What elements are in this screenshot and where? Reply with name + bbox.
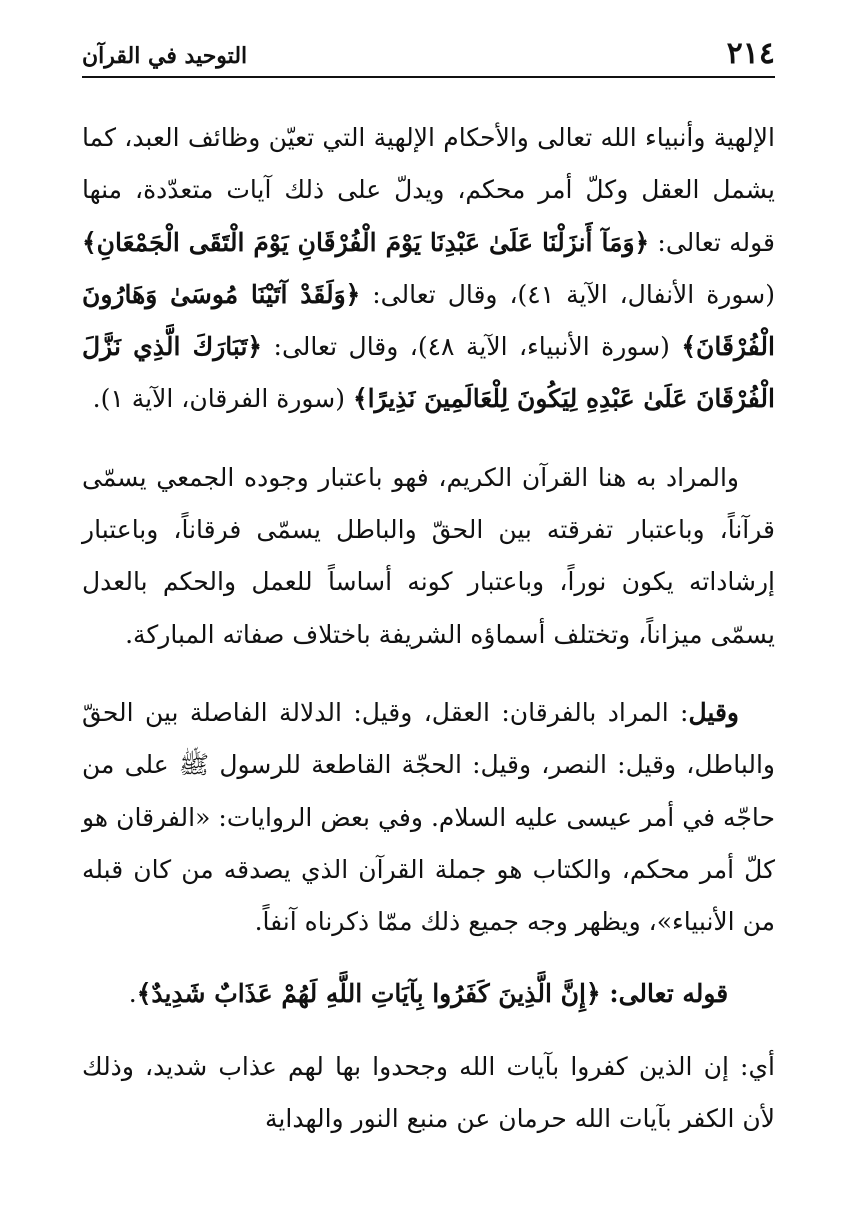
running-header xyxy=(82,34,775,78)
quran-verse-anbiya: ﴿وَلَقَدْ آتَيْنَا مُوسَىٰ وَهَارُونَ الْفُرْقَانَ﴾ xyxy=(82,279,775,362)
body-text xyxy=(82,112,775,1145)
paragraph-2: والمراد به هنا القرآن الكريم، فهو باعتبار وجوده الجمعي يسمّى قرآناً، وباعتبار تفرقته بين الحقّ والباطل يسمّى فرقاناً، وباعتبار إرشاداته يكون نوراً، وباعتبار كونه أساساً للعمل والحكم بالعدل يسمّى ميزاناً، وتختلف أسماؤه الشريفة باختلاف صفاته المباركة. xyxy=(82,462,775,649)
header-title: التوحيد في القرآن xyxy=(82,43,248,69)
paragraph-1-text-a: الإلهية وأنبياء الله تعالى والأحكام الإلهية التي تعيّن وظائف العبد، كما يشمل العقل وكلّ أمر محكم، ويدلّ على ذلك آيات متعدّدة، منها قوله تعالى: xyxy=(82,123,776,257)
verse-heading-verse: ﴿إِنَّ الَّذِينَ كَفَرُوا بِآيَاتِ اللَّهِ لَهُمْ عَذَابٌ شَدِيدٌ﴾ xyxy=(136,979,601,1009)
paragraph-gap xyxy=(82,1021,775,1041)
paragraph-3-text: : المراد بالفرقان: العقل، وقيل: الدلالة الفاصلة بين الحقّ والباطل، وقيل: النصر، وقيل: الحجّة القاطعة للرسول ﷺ على من حاجّه في أمر عيسى عليه السلام. وفي بعض الروايات: «الفرقان هو كلّ أمر محكم، والكتاب هو جملة القرآن الذي يصدقه من كان قبله من الأنبياء»، ويظهر وجه جميع ذلك ممّا ذكرناه آنفاً. xyxy=(82,697,775,937)
verse-heading-end: . xyxy=(128,979,137,1009)
paragraph-4: أي: إن الذين كفروا بآيات الله وجحدوا بها لهم عذاب شديد، وذلك لأن الكفر بآيات الله حرمان عن منبع النور والهداية xyxy=(82,1051,775,1134)
paragraph-3 xyxy=(82,687,775,948)
paragraph-1-text-c: (سورة الأنبياء، الآية ٤٨)، وقال تعالى: xyxy=(262,332,682,362)
paragraph-gap xyxy=(82,426,775,452)
quran-verse-furqan: ﴿تَبَارَكَ الَّذِي نَزَّلَ الْفُرْقَانَ عَلَىٰ عَبْدِهِ لِيَكُونَ لِلْعَالَمِينَ نَذِيرًا﴾ xyxy=(82,332,775,414)
paragraph-1 xyxy=(82,112,775,426)
verse-heading-label: قوله تعالى: xyxy=(600,979,729,1009)
paragraph-1-text-d: (سورة الفرقان، الآية ١). xyxy=(92,384,353,414)
quran-verse-anfal: ﴿وَمَآ أَنزَلْنَا عَلَىٰ عَبْدِنَا يَوْمَ الْفُرْقَانِ يَوْمَ الْتَقَى الْجَمْعَانِ﴾ xyxy=(82,227,650,257)
paragraph-3-lead: وقيل xyxy=(688,697,739,727)
page-number: ٢١٤ xyxy=(726,36,775,71)
paragraph-1-text-b: (سورة الأنفال، الآية ٤١)، وقال تعالى: xyxy=(360,279,775,309)
verse-heading xyxy=(82,968,775,1020)
paragraph-gap xyxy=(82,661,775,687)
paragraph-gap xyxy=(82,948,775,968)
